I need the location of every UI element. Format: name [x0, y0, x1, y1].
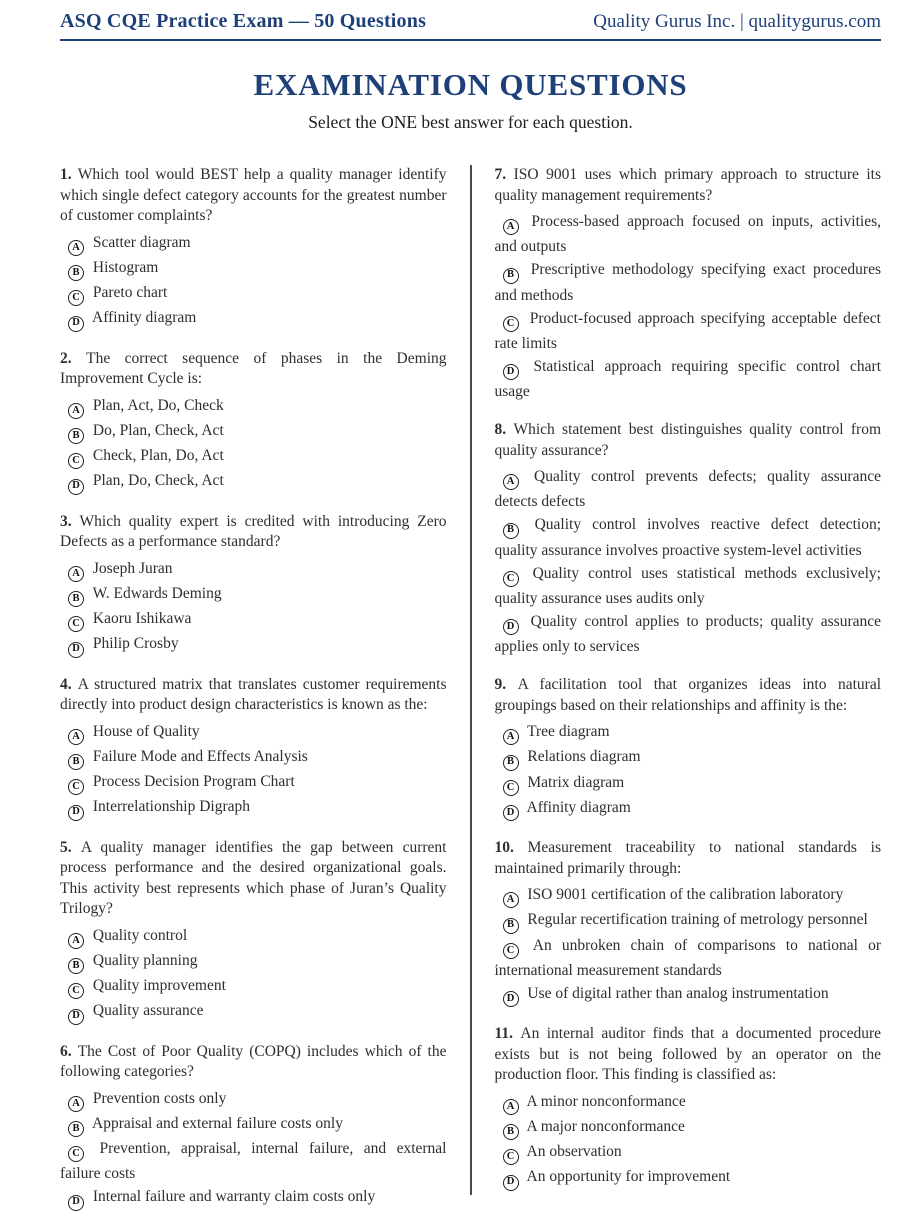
option-8-B[interactable] [495, 513, 882, 561]
option-9-D[interactable] [495, 796, 882, 821]
option-text: ISO 9001 certification of the calibration laboratory [523, 886, 844, 903]
option-text: Interrelationship Digraph [89, 798, 250, 816]
header-company-url: Quality Gurus Inc. | qualitygurus.com [593, 11, 881, 32]
option-text: Joseph Juran [89, 559, 173, 577]
option-3-B[interactable] [60, 582, 447, 607]
column-divider [470, 165, 472, 1195]
page-header [60, 10, 881, 33]
answer-bubble-3-D[interactable]: D [68, 642, 84, 658]
option-text: Plan, Act, Do, Check [89, 396, 224, 414]
answer-bubble-10-D[interactable]: D [503, 991, 519, 1007]
option-5-A[interactable] [60, 924, 447, 949]
answer-bubble-4-D[interactable]: D [68, 805, 84, 821]
question-number: 6. [60, 1042, 78, 1060]
question-text: 8. Which statement best distinguishes quality control from quality assurance? [494, 421, 881, 459]
answer-bubble-1-D[interactable]: D [68, 316, 84, 332]
option-2-C[interactable] [60, 444, 447, 469]
option-text: Pareto chart [89, 284, 168, 301]
option-text: Regular recertification training of metrology personnel [523, 911, 868, 929]
answer-bubble-10-C[interactable]: C [503, 943, 519, 959]
question-number: 4. [60, 675, 78, 693]
option-text: Statistical approach requiring specific control chart usage [494, 357, 881, 400]
question-text: 5. A quality manager identifies the gap between current process performance and the desired organizational goals. This activity best represents which phase of Juran’s Quality Trilogy? [60, 838, 447, 917]
option-9-A[interactable] [495, 720, 882, 745]
question-text: 11. An internal auditor finds that a documented procedure exists but is not being followed by an operator on the production floor. This finding is classified as: [494, 1025, 881, 1083]
option-7-D[interactable] [495, 355, 882, 403]
option-2-A[interactable] [60, 394, 447, 419]
question-number: 10. [494, 839, 528, 856]
option-text: A minor nonconformance [523, 1092, 686, 1110]
option-text: Affinity diagram [89, 309, 197, 327]
option-text: Internal failure and warranty claim costs only [89, 1188, 376, 1206]
option-4-A[interactable] [60, 720, 447, 745]
option-1-A[interactable] [60, 231, 447, 256]
option-8-C[interactable] [495, 562, 882, 610]
option-1-C[interactable] [60, 281, 447, 306]
option-1-D[interactable] [60, 306, 447, 331]
question-9 [495, 675, 882, 821]
answer-bubble-8-B[interactable]: B [503, 523, 519, 539]
answer-bubble-9-D[interactable]: D [503, 805, 519, 821]
answer-bubble-5-C[interactable]: C [68, 983, 84, 999]
answer-bubble-11-A[interactable]: A [503, 1099, 519, 1115]
option-text: House of Quality [89, 722, 200, 740]
option-text: Process Decision Program Chart [89, 773, 295, 790]
option-text: Quality assurance [89, 1002, 204, 1020]
option-text: Process-based approach focused on inputs, activities, and outputs [494, 213, 881, 256]
question-11 [495, 1024, 882, 1191]
option-text: Use of digital rather than analog instrumentation [523, 984, 829, 1002]
answer-bubble-8-D[interactable]: D [503, 619, 519, 635]
question-1 [60, 165, 447, 332]
option-11-C[interactable] [495, 1140, 882, 1165]
answer-bubble-5-D[interactable]: D [68, 1009, 84, 1025]
option-7-B[interactable] [495, 258, 882, 306]
option-10-A[interactable] [495, 883, 882, 908]
answer-bubble-3-A[interactable]: A [68, 566, 84, 582]
option-text: W. Edwards Deming [89, 584, 222, 602]
question-text: 3. Which quality expert is credited with introducing Zero Defects as a performance standard? [60, 512, 447, 550]
option-text: Prevention, appraisal, internal failure, and external failure costs [60, 1140, 447, 1183]
option-text: Tree diagram [523, 723, 610, 740]
question-text: 4. A structured matrix that translates customer requirements directly into product design characteristics is known as the: [60, 675, 447, 713]
option-10-B[interactable] [495, 908, 882, 933]
left-column [60, 165, 447, 1208]
option-text: Failure Mode and Effects Analysis [89, 747, 308, 765]
option-6-B[interactable] [60, 1112, 447, 1137]
option-8-D[interactable] [495, 610, 882, 658]
question-text: 2. The correct sequence of phases in the Deming Improvement Cycle is: [60, 349, 447, 387]
question-number: 7. [494, 166, 514, 183]
answer-bubble-10-A[interactable]: A [503, 892, 519, 908]
question-text: 6. The Cost of Poor Quality (COPQ) includes which of the following categories? [60, 1042, 447, 1080]
answer-bubble-11-B[interactable]: B [503, 1124, 519, 1140]
option-text: An observation [523, 1143, 622, 1160]
option-5-D[interactable] [60, 999, 447, 1024]
answer-bubble-1-C[interactable]: C [68, 290, 84, 306]
answer-bubble-11-D[interactable]: D [503, 1175, 519, 1191]
right-column [495, 165, 882, 1195]
header-rule [60, 39, 881, 41]
option-text: Product-focused approach specifying acceptable defect rate limits [494, 309, 881, 352]
question-4 [60, 675, 447, 821]
option-text: Philip Crosby [89, 635, 179, 653]
option-10-C[interactable] [495, 934, 882, 982]
option-text: Histogram [89, 258, 159, 276]
option-7-C[interactable] [495, 307, 882, 355]
option-7-A[interactable] [495, 210, 882, 258]
questions-container [60, 165, 882, 1208]
question-text: 9. A facilitation tool that organizes ideas into natural groupings based on their relationships and affinity is the: [494, 676, 882, 714]
answer-bubble-9-C[interactable]: C [503, 780, 519, 796]
answer-bubble-5-A[interactable]: A [68, 933, 84, 949]
instructions-subtitle: Select the ONE best answer for each question. [308, 112, 633, 132]
option-11-D[interactable] [495, 1165, 882, 1190]
answer-bubble-6-A[interactable]: A [68, 1096, 84, 1112]
option-4-C[interactable] [60, 770, 447, 795]
answer-bubble-9-B[interactable]: B [503, 755, 519, 771]
answer-bubble-5-B[interactable]: B [68, 958, 84, 974]
option-3-A[interactable] [60, 557, 447, 582]
question-6 [60, 1042, 447, 1211]
option-text: Quality improvement [89, 977, 226, 994]
question-number: 2. [60, 349, 87, 367]
answer-bubble-3-B[interactable]: B [68, 591, 84, 607]
option-text: Kaoru Ishikawa [89, 610, 192, 627]
option-text: Do, Plan, Check, Act [89, 421, 224, 439]
question-10 [495, 838, 882, 1007]
question-2 [60, 349, 447, 495]
option-11-B[interactable] [495, 1115, 882, 1140]
option-text: An unbroken chain of comparisons to national or international measurement standards [494, 936, 881, 979]
option-5-B[interactable] [60, 949, 447, 974]
option-text: Plan, Do, Check, Act [89, 472, 224, 490]
answer-bubble-6-B[interactable]: B [68, 1121, 84, 1137]
option-1-B[interactable] [60, 256, 447, 281]
answer-bubble-9-A[interactable]: A [503, 729, 519, 745]
answer-bubble-6-D[interactable]: D [68, 1195, 84, 1211]
option-3-D[interactable] [60, 632, 447, 657]
option-text: Quality control prevents defects; quality assurance detects defects [494, 468, 881, 511]
option-9-C[interactable] [495, 771, 882, 796]
question-3 [60, 512, 447, 658]
option-5-C[interactable] [60, 974, 447, 999]
option-2-D[interactable] [60, 469, 447, 494]
question-number: 5. [60, 838, 81, 856]
question-text: 10. Measurement traceability to national standards is maintained primarily through: [494, 839, 882, 877]
answer-bubble-2-A[interactable]: A [68, 403, 84, 419]
answer-bubble-7-A[interactable]: A [503, 219, 519, 235]
question-8 [495, 420, 882, 658]
question-text: 7. ISO 9001 uses which primary approach to structure its quality management requirements? [494, 166, 882, 204]
option-11-A[interactable] [495, 1090, 882, 1115]
option-text: Affinity diagram [523, 798, 631, 816]
option-2-B[interactable] [60, 419, 447, 444]
answer-bubble-7-C[interactable]: C [503, 316, 519, 332]
answer-bubble-8-C[interactable]: C [503, 571, 519, 587]
option-6-C[interactable] [60, 1137, 447, 1185]
answer-bubble-8-A[interactable]: A [503, 474, 519, 490]
question-5 [60, 838, 447, 1025]
option-text: Quality planning [89, 951, 198, 969]
option-text: Appraisal and external failure costs only [89, 1114, 343, 1132]
option-10-D[interactable] [495, 982, 882, 1007]
answer-bubble-2-C[interactable]: C [68, 453, 84, 469]
answer-bubble-2-B[interactable]: B [68, 428, 84, 444]
page-title: EXAMINATION QUESTIONS [253, 67, 688, 102]
answer-bubble-1-A[interactable]: A [68, 240, 84, 256]
answer-bubble-3-C[interactable]: C [68, 616, 84, 632]
header-exam-title: ASQ CQE Practice Exam — 50 Questions [60, 10, 427, 32]
answer-bubble-4-A[interactable]: A [68, 729, 84, 745]
answer-bubble-2-D[interactable]: D [68, 479, 84, 495]
answer-bubble-6-C[interactable]: C [68, 1146, 84, 1162]
answer-bubble-4-B[interactable]: B [68, 754, 84, 770]
option-4-B[interactable] [60, 745, 447, 770]
option-4-D[interactable] [60, 795, 447, 820]
answer-bubble-1-B[interactable]: B [68, 265, 84, 281]
question-number: 8. [494, 421, 514, 438]
option-text: Matrix diagram [523, 773, 625, 791]
option-3-C[interactable] [60, 607, 447, 632]
question-text: 1. Which tool would BEST help a quality manager identify which single defect category accounts for the greatest number of customer complaints? [60, 166, 447, 224]
option-9-B[interactable] [495, 745, 882, 770]
answer-bubble-7-D[interactable]: D [503, 364, 519, 380]
option-text: Quality control applies to products; quality assurance applies only to services [494, 612, 881, 655]
option-6-A[interactable] [60, 1087, 447, 1112]
option-text: Relations diagram [523, 748, 641, 766]
question-number: 1. [60, 166, 78, 183]
answer-bubble-7-B[interactable]: B [503, 268, 519, 284]
option-text: Check, Plan, Do, Act [89, 447, 224, 464]
question-number: 3. [60, 512, 80, 530]
option-text: Prescriptive methodology specifying exact procedures and methods [494, 261, 881, 304]
question-number: 11. [494, 1025, 521, 1042]
question-number: 9. [494, 676, 518, 693]
option-text: Prevention costs only [89, 1089, 227, 1107]
option-text: A major nonconformance [523, 1117, 685, 1135]
option-text: Quality control involves reactive defect detection; quality assurance involves proactive system-level activities [494, 516, 881, 559]
option-6-D[interactable] [60, 1185, 447, 1210]
option-text: An opportunity for improvement [523, 1168, 731, 1186]
answer-bubble-11-C[interactable]: C [503, 1149, 519, 1165]
question-7 [495, 165, 882, 403]
option-text: Scatter diagram [89, 233, 191, 251]
option-text: Quality control uses statistical methods exclusively; quality assurance uses audits only [494, 564, 881, 607]
option-text: Quality control [89, 926, 188, 944]
option-8-A[interactable] [495, 465, 882, 513]
answer-bubble-4-C[interactable]: C [68, 779, 84, 795]
answer-bubble-10-B[interactable]: B [503, 918, 519, 934]
